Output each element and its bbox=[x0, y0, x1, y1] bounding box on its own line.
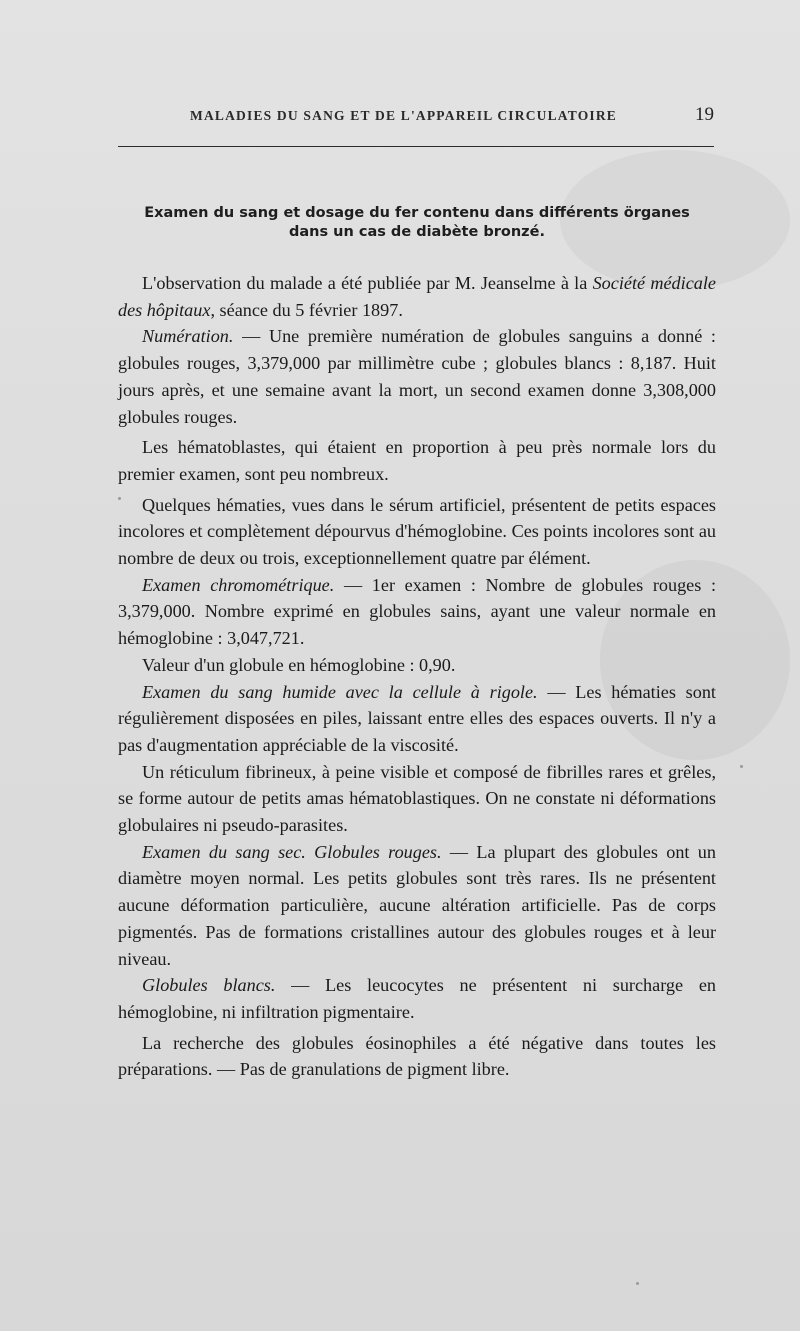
paragraph-text: — 1er examen : Nombre de globules rouges : 3,379,000. Nombre exprimé en globules sains, ayant une valeur normale en hémoglobine : 3,047,721. bbox=[118, 574, 717, 649]
paragraph-text: — Une première numération de globules sanguins a donné : globules rouges, 3,379,000 par millimètre cube ; globules blancs : 8,187. Huit jours après, et une semaine avant la mort, un second examen donne 3,308,000 globules rouges. bbox=[118, 326, 716, 427]
paragraph-text: — Les hématies sont régulièrement disposées en piles, laissant entre elles des espaces ouverts. Il n'y a pas d'augmentation appréciable de la viscosité. bbox=[118, 681, 716, 755]
paragraph-text: L'observation du malade a été publiée par M. Jeanselme à la bbox=[142, 273, 593, 293]
section-title-line-1: Examen du sang et dosage du fer contenu dans différents örganes bbox=[144, 205, 690, 221]
paragraph-hematies: Quelques hématies, vues dans le sérum artificiel, présentent de petits espaces incolores et complètement dépourvus d'hémoglobine. Ces points incolores sont au nombre de deux ou trois, exceptionnellement quatre par élément. bbox=[118, 494, 716, 569]
page-header bbox=[118, 104, 714, 132]
section-title-line-2: dans un cas de diabète bronzé. bbox=[289, 224, 545, 240]
paragraph-text: — La plupart des globules ont un diamètre moyen normal. Les petits globules sont très rares. Ils ne présentent aucune déformation particulière, aucune altération artificielle. Pas de corps pigmentés. Pas de formations cristallines autour des globules rouges et à leur niveau. bbox=[118, 841, 716, 969]
paragraph-reticulum: Un réticulum fibrineux, à peine visible et composé de fibrilles rares et grêles, se forme autour de petits amas hématoblastiques. On ne constate ni déformations globulaires ni pseudo-parasites. bbox=[118, 761, 716, 836]
paragraph-sang-humide bbox=[118, 679, 716, 759]
section-title bbox=[112, 204, 722, 242]
paragraph-hematoblastes: Les hématoblastes, qui étaient en proportion à peu près normale lors du premier examen, sont peu nombreux. bbox=[118, 437, 716, 484]
running-title: MALADIES DU SANG ET DE L'APPAREIL CIRCULATOIRE bbox=[190, 108, 618, 123]
header-rule bbox=[118, 146, 714, 147]
paper-speck bbox=[740, 765, 743, 768]
journal-name: Société médicale des hôpitaux bbox=[118, 273, 716, 320]
paragraph-text: — Les leucocytes ne présentent ni surcharge en hémoglobine, ni infiltration pigmentaire. bbox=[118, 975, 716, 1022]
paragraph-chromometrique bbox=[118, 572, 716, 652]
paragraph-lead: Globules blancs. bbox=[142, 975, 276, 996]
paragraph-globules-blancs bbox=[118, 972, 716, 1025]
paragraph-text: , séance du 5 février 1897. bbox=[210, 299, 403, 320]
paragraph-valeur-globule: Valeur d'un globule en hémoglobine : 0,90. bbox=[142, 654, 456, 675]
paper-speck bbox=[636, 1282, 639, 1285]
paragraph-lead: Examen chromométrique. bbox=[142, 574, 335, 595]
paragraph-lead: Examen du sang humide avec la cellule à rigole. bbox=[142, 681, 538, 702]
body-text bbox=[118, 270, 716, 1083]
paragraph-sang-sec bbox=[118, 839, 716, 973]
paragraph-lead: Numération. bbox=[142, 326, 234, 347]
page-number: 19 bbox=[695, 104, 714, 125]
paragraph-observation bbox=[118, 270, 716, 323]
paragraph-numeration bbox=[118, 323, 716, 430]
paragraph-eosinophiles: La recherche des globules éosinophiles a été négative dans toutes les préparations. — Pas de granulations de pigment libre. bbox=[118, 1032, 716, 1080]
paragraph-lead: Examen du sang sec. Globules rouges. bbox=[142, 841, 442, 862]
